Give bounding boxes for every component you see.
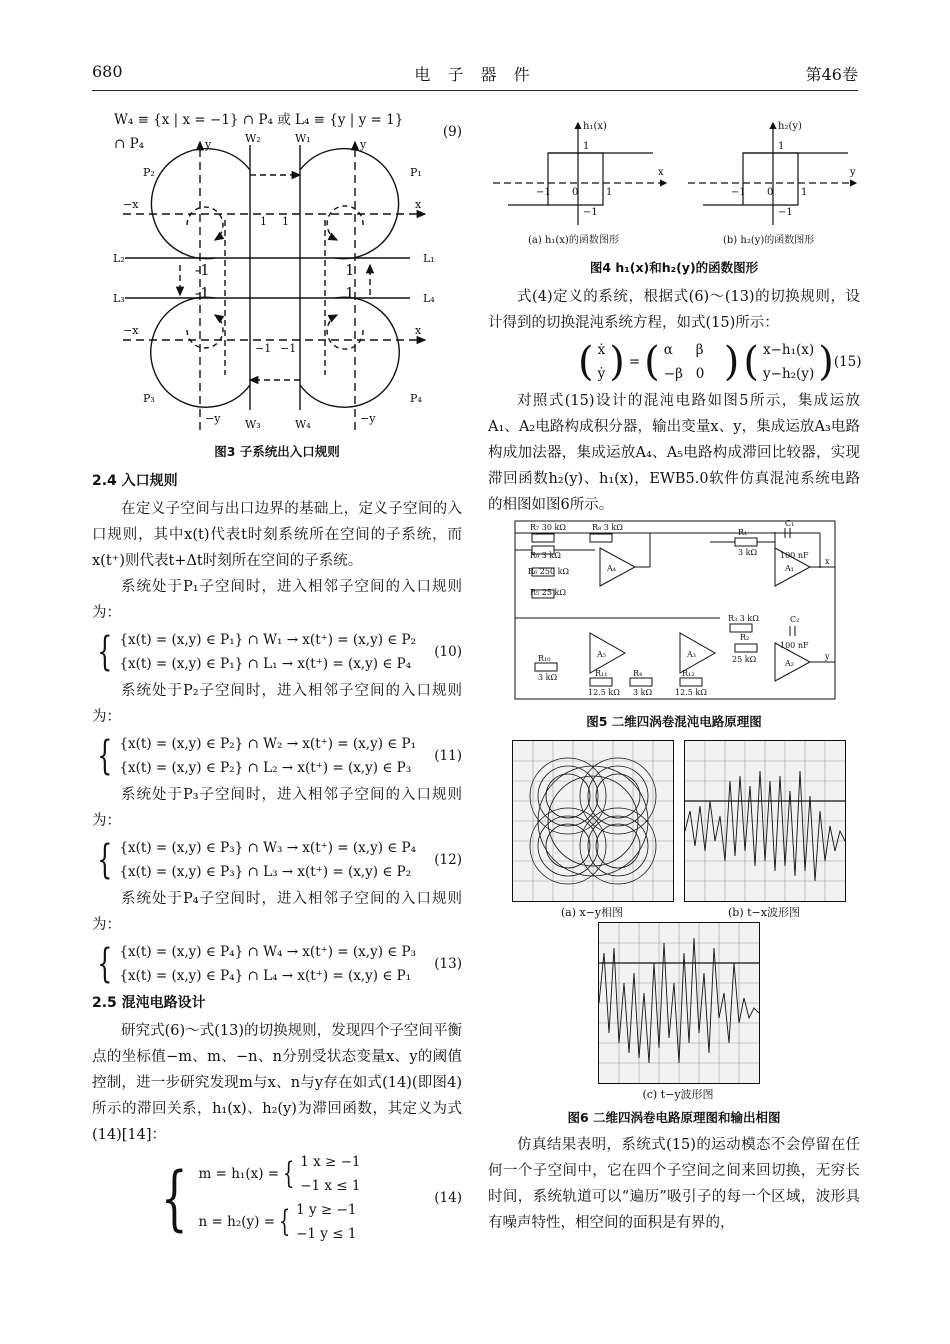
equation-12: { {x(t) = (x,y) ∈ P₃} ∩ W₃ → x(t⁺) = (x,y) ∈ P₄ {x(t) = (x,y) ∈ P₃} ∩ L₃ → x(t⁺) = (x,y) ∈ P₂ (12) (97, 837, 462, 883)
svg-text:−1: −1 (255, 342, 272, 355)
equation-15: ( ẋ ẏ ) = ( α β −β 0 ) ( x−h₁(x) y−h₂(y) ) (15) (578, 339, 862, 385)
svg-text:1: 1 (345, 261, 355, 279)
svg-text:1: 1 (583, 141, 590, 152)
figure-4-diagram (488, 115, 860, 250)
waveform-tx (684, 740, 846, 902)
svg-text:R₃ 3 kΩ: R₃ 3 kΩ (728, 614, 759, 623)
svg-text:1: 1 (282, 215, 289, 228)
svg-text:R₅ 25 kΩ: R₅ 25 kΩ (530, 588, 566, 597)
svg-text:1: 1 (778, 141, 785, 152)
svg-text:R₁₂: R₁₂ (682, 669, 695, 678)
label-p4: P₄ (410, 392, 422, 405)
svg-text:0: 0 (767, 187, 774, 198)
section-2-4-title: 2.4 入口规则 (92, 473, 178, 489)
figure-5-caption: 图5 二维四涡卷混沌电路原理图 (586, 714, 762, 729)
svg-text:L₄: L₄ (423, 292, 435, 305)
equation-13: { {x(t) = (x,y) ∈ P₄} ∩ W₄ → x(t⁺) = (x,y) ∈ P₃ {x(t) = (x,y) ∈ P₄} ∩ L₄ → x(t⁺) = (x,y) ∈ P₁ (13) (97, 941, 462, 987)
svg-text:h₁(x): h₁(x) (583, 121, 607, 132)
svg-text:R₁₀: R₁₀ (538, 654, 551, 663)
svg-text:A₃: A₃ (687, 650, 696, 659)
svg-text:A₄: A₄ (607, 564, 616, 573)
svg-text:100 nF: 100 nF (780, 551, 809, 560)
svg-text:R₆ 250 kΩ: R₆ 250 kΩ (528, 567, 570, 576)
svg-text:R₇ 30 kΩ: R₇ 30 kΩ (530, 523, 566, 532)
svg-text:−x: −x (123, 324, 139, 337)
svg-text:L₃: L₃ (113, 292, 125, 305)
svg-text:y: y (360, 138, 367, 151)
svg-text:3 kΩ: 3 kΩ (633, 688, 653, 697)
svg-text:1: 1 (801, 187, 808, 198)
phase-plot-xy (512, 740, 674, 902)
svg-text:-1: -1 (195, 284, 210, 302)
section-2-4-intro: 在定义子空间与出口边界的基础上，定义子空间的入口规则，其中x(t)代表t时刻系统所在空间的子系统，而x(t⁺)则代表t+Δt时刻所在空间的子系统。 (92, 501, 462, 569)
page-number: 680 (92, 62, 123, 81)
svg-text:h₂(y): h₂(y) (778, 121, 802, 132)
journal-name: 电 子 器 件 (414, 65, 536, 84)
svg-text:A₂: A₂ (785, 659, 794, 668)
equation-11: { {x(t) = (x,y) ∈ P₂} ∩ W₂ → x(t⁺) = (x,y) ∈ P₁ {x(t) = (x,y) ∈ P₂} ∩ L₂ → x(t⁺) = (x,y) ∈ P₃ (11) (97, 733, 462, 779)
figure-6-caption: 图6 二维四涡卷电路原理图和输出相图 (567, 1110, 781, 1125)
figure-3-diagram (105, 130, 450, 440)
svg-text:100 nF: 100 nF (780, 641, 809, 650)
section-2-5-title: 2.5 混沌电路设计 (92, 995, 206, 1011)
svg-text:3 kΩ: 3 kΩ (738, 548, 758, 557)
svg-text:W₁: W₁ (295, 132, 311, 145)
svg-text:L₂: L₂ (113, 252, 125, 265)
fig6-sub-c: (c) t−y波形图 (642, 1088, 714, 1101)
svg-text:3 kΩ: 3 kΩ (538, 673, 558, 682)
section-2-5-body: 研究式(6)～式(13)的切换规则，发现四个子空间平衡点的坐标值−m、m、−n、n分别受状态变量x、y的阈值控制，进一步研究发现m与x、n与y存在如式(14)(即图4)所示的滞回关系，h₁(x)、h₂(y)为滞回函数，其定义为式(14)[14]： (92, 1023, 462, 1143)
fig6-sub-a: (a) x−y相图 (560, 906, 624, 919)
svg-text:W₂: W₂ (245, 132, 261, 145)
svg-text:x: x (658, 167, 664, 178)
right-column-text: 式(4)定义的系统，根据式(6)～(13)的切换规则，设计得到的切换混沌系统方程，如式(15)所示： ( ẋ ẏ ) = ( α β −β 0 ) ( x−h₁(x) y−h₂(y) ) (15) 对照式(15)设计的混沌电路如图5所示，集成运放A₁、A₂电路构成积分器，输出变量x、y，集成运放A₃电路构成加法器，集成运放A₄、A₅电路构成滞回比较器，实现滞回函数h₂(y)、h₁(x)，EWB5.0软件仿真混沌系统电路的相图如图6所示。 (488, 289, 862, 513)
equation-9: W₄ ≡ {x | x = −1} ∩ P₄ 或 L₄ ≡ {y | y = 1} ∩ P₄ (9) (114, 112, 462, 152)
waveform-ty (598, 922, 760, 1084)
svg-text:W₃: W₃ (245, 418, 261, 431)
svg-text:−1: −1 (536, 187, 551, 198)
svg-text:R₈ 3 kΩ: R₈ 3 kΩ (592, 523, 623, 532)
equation-14: { m = h₁(x) = { 1 x ≥ −1 −1 x ≤ 1 n = h₂(y) = { 1 y ≥ −1 −1 y ≤ 1 (14) (160, 1154, 462, 1242)
svg-text:R₂: R₂ (740, 633, 750, 642)
svg-text:−1: −1 (583, 207, 598, 218)
svg-text:y: y (825, 652, 830, 661)
svg-text:−1: −1 (731, 187, 746, 198)
svg-text:12.5 kΩ: 12.5 kΩ (588, 688, 620, 697)
svg-text:y: y (850, 167, 856, 178)
svg-text:−1: −1 (778, 207, 793, 218)
svg-text:12.5 kΩ: 12.5 kΩ (675, 688, 707, 697)
label-p1: P₁ (410, 166, 422, 179)
svg-text:−y: −y (205, 412, 221, 425)
svg-text:−1: −1 (280, 342, 297, 355)
figure-3-caption: 图3 子系统出入口规则 (214, 444, 340, 459)
svg-text:W₄: W₄ (295, 418, 311, 431)
svg-text:R₉ 3 kΩ: R₉ 3 kΩ (530, 551, 561, 560)
svg-text:R₁₁: R₁₁ (595, 669, 608, 678)
svg-text:y: y (205, 138, 212, 151)
fig6-sub-b: (b) t−x波形图 (728, 906, 800, 919)
svg-text:−y: −y (360, 412, 376, 425)
svg-text:C₂: C₂ (790, 615, 800, 624)
svg-text:x: x (825, 557, 830, 566)
svg-text:1: 1 (606, 187, 613, 198)
figure-4-caption: 图4 h₁(x)和h₂(y)的函数图形 (589, 260, 759, 275)
svg-text:-1: -1 (195, 261, 210, 279)
volume-label: 第46卷 (805, 65, 858, 84)
svg-text:(b) h₂(y)的函数图形: (b) h₂(y)的函数图形 (723, 235, 815, 246)
svg-text:A₅: A₅ (597, 650, 606, 659)
svg-text:L₁: L₁ (423, 252, 435, 265)
svg-text:A₁: A₁ (785, 564, 794, 573)
left-column-body: 2.4 入口规则 在定义子空间与出口边界的基础上，定义子空间的入口规则，其中x(t)代表t时刻系统所在空间的子系统，而x(t⁺)则代表t+Δt时刻所在空间的子系统。 系统处于P₁子空间时，进入相邻子空间的入口规则为： { {x(t) = (x,y) ∈ P₁} ∩ W₁ → x(t⁺) = (x,y) ∈ P₂ {x(t) = (x,y) ∈ P₁} ∩ L₁ → x(t⁺) = (x,y) ∈ P₄ (10) 系统处于P₂子空间时，进入相邻子空间的入口规则为： { {x(t) = (x,y) ∈ P₂} ∩ W₂ → x(t⁺) = (x,y) ∈ P₁ {x(t) = (x,y) ∈ P₂} ∩ L₂ → x(t⁺) = (x,y) ∈ P₃ (11) 系统处于P₃子空间时，进入相邻子空间的入口规则为： { {x(t) = (x,y) ∈ P₃} ∩ W₃ → x(t⁺) = (x,y) ∈ P₄ {x(t) = (x,y) ∈ P₃} ∩ L₃ → x(t⁺) = (x,y) ∈ P₂ (12) 系统处于P₄子空间时，进入相邻子空间的入口规则为： { {x(t) = (x,y) ∈ P₄} ∩ W₄ → x(t⁺) = (x,y) ∈ P₃ {x(t) = (x,y) ∈ P₄} ∩ L₄ → x(t⁺) = (x,y) ∈ P₁ (13) 2.5 混沌电路设计 研究式(6)～式(13)的切换规则，发现四个子空间平衡点的坐标值−m、m、−n、n分别受状态变量x、y的阈值控制，进一步研究发现m与x、n与y存在如式(14)(即图4)所示的滞回关系，h₁(x)、h₂(y)为滞回函数，其定义为式(14)[14]： { m = h₁(x) = { 1 x ≥ −1 −1 x ≤ 1 n = h₂(y) = { 1 y ≥ −1 −1 y ≤ 1 (14) (92, 466, 462, 1248)
svg-text:(a) h₁(x)的函数图形: (a) h₁(x)的函数图形 (528, 235, 619, 246)
svg-text:x: x (415, 198, 422, 211)
header-rule (92, 90, 858, 91)
figure-5-circuit (510, 518, 840, 703)
svg-text:R₄: R₄ (633, 669, 643, 678)
svg-text:0: 0 (572, 187, 579, 198)
svg-text:C₁: C₁ (785, 519, 795, 528)
svg-text:1: 1 (345, 284, 355, 302)
svg-text:25 kΩ: 25 kΩ (732, 655, 757, 664)
right-column-conclusion: 仿真结果表明，系统式(15)的运动模态不会停留在任何一个子空间中，它在四个子空间之间来回切换，无穷长时间，系统轨道可以“遍历”吸引子的每一个区域，波形具有噪声特性，相空间的面积是有界的， (488, 1137, 860, 1231)
svg-text:1: 1 (260, 215, 267, 228)
label-p2: P₂ (143, 166, 155, 179)
svg-text:x: x (415, 324, 422, 337)
svg-text:R₁: R₁ (738, 528, 748, 537)
svg-text:−x: −x (123, 198, 139, 211)
label-p3: P₃ (143, 392, 155, 405)
equation-10: { {x(t) = (x,y) ∈ P₁} ∩ W₁ → x(t⁺) = (x,y) ∈ P₂ {x(t) = (x,y) ∈ P₁} ∩ L₁ → x(t⁺) = (x,y) ∈ P₄ (10) (97, 629, 462, 675)
